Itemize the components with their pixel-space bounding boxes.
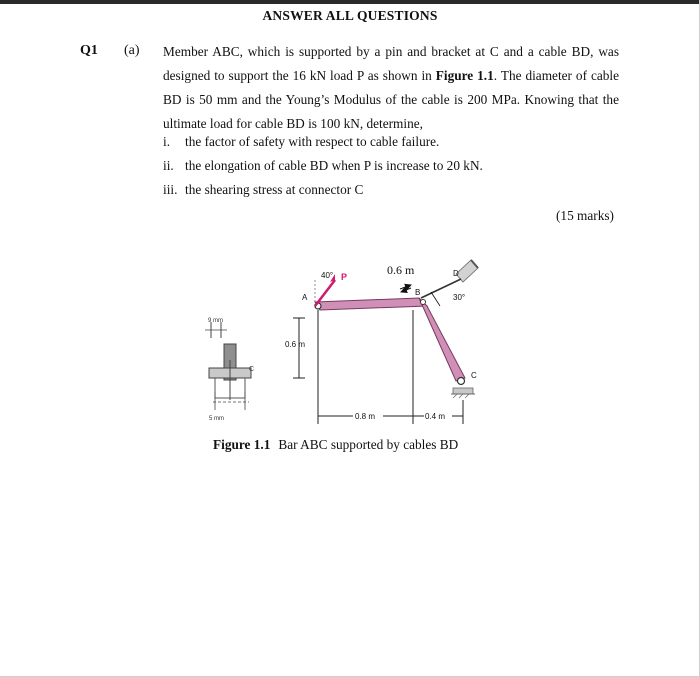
question-part: (a) xyxy=(124,43,140,58)
bottom-dimension-label-1: 0.8 m xyxy=(355,412,376,421)
figure-caption xyxy=(213,437,458,453)
cable-angle-arc xyxy=(431,292,440,306)
question-paragraph xyxy=(163,40,619,136)
point-b-label: B xyxy=(415,288,421,297)
intro-text-1: Member ABC, which is supported by a pin and bracket at C and a cable BD, was designed to support the 16 kN load P as shown in xyxy=(163,44,619,83)
member-ab xyxy=(315,298,427,310)
pin-b xyxy=(421,300,426,305)
detail-bottom-dimension: 5 mm xyxy=(209,416,224,422)
sub-question-text: the factor of safety with respect to cable failure. xyxy=(185,134,440,149)
detail-c-label: C xyxy=(249,366,255,373)
sub-question-text: the shearing stress at connector C xyxy=(185,182,364,197)
sub-question-number: iii. xyxy=(163,182,178,197)
top-dimension-label: 0.6 m xyxy=(387,263,415,277)
point-c-label: C xyxy=(471,371,477,380)
load-angle-label: 40° xyxy=(321,271,334,280)
pin-c xyxy=(458,378,465,385)
intro-text-2: . The diameter of cable BD is 50 mm and the Young’s Modulus of the cable is 200 MPa. Knowing that the ultimate load for cable BD is 100 kN, determine, xyxy=(163,68,620,131)
figure-1-1-diagram xyxy=(195,250,495,430)
figure-reference: Figure 1.1 xyxy=(435,68,494,83)
bottom-dimension-label-2: 0.4 m xyxy=(425,412,446,421)
marks-allocation: (15 marks) xyxy=(556,208,614,223)
wall-bracket-d xyxy=(456,260,478,282)
sub-question-ii xyxy=(163,158,483,174)
ground-support-c xyxy=(451,388,475,398)
load-p-label: P xyxy=(341,272,348,282)
detail-top-dimension: 9 mm xyxy=(208,318,223,324)
figure-caption-label: Figure 1.1 xyxy=(213,437,271,452)
sub-question-text: the elongation of cable BD when P is increase to 20 kN. xyxy=(185,158,483,173)
sub-question-number: i. xyxy=(163,134,171,149)
figure-caption-text: Bar ABC supported by cables BD xyxy=(278,437,459,452)
sub-question-number: ii. xyxy=(163,158,174,173)
left-dimension-label: 0.6 m xyxy=(285,340,306,349)
top-rule xyxy=(0,0,700,4)
point-a-label: A xyxy=(302,293,308,302)
page-heading: ANSWER ALL QUESTIONS xyxy=(262,8,438,23)
point-d-label: D xyxy=(453,269,459,278)
member-bc xyxy=(419,298,465,381)
sub-question-i xyxy=(163,134,439,150)
question-number: Q1 xyxy=(80,43,98,58)
cable-angle-label: 30° xyxy=(453,293,466,302)
connector-detail xyxy=(205,322,251,410)
sub-question-iii xyxy=(163,182,363,198)
